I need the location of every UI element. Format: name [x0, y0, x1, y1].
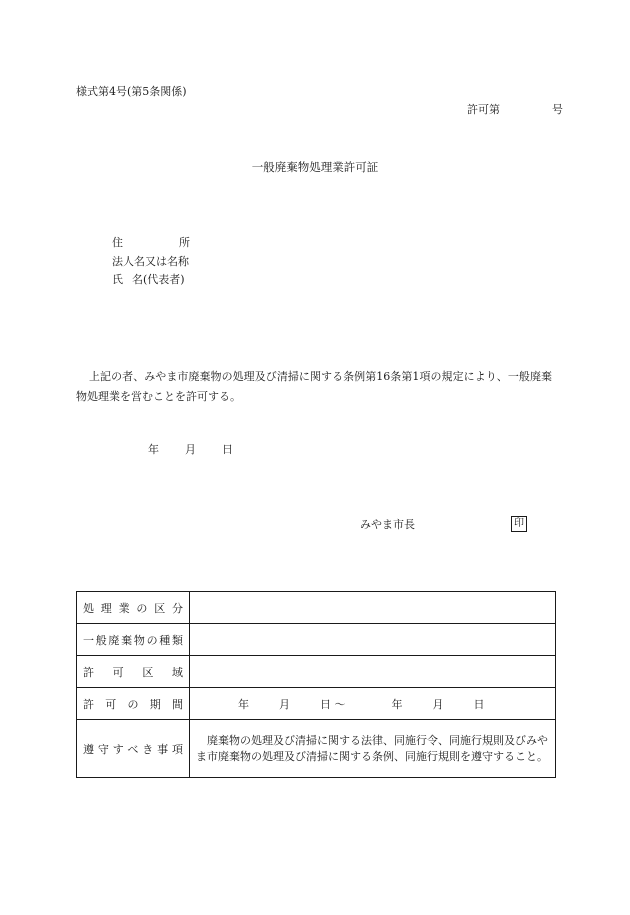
- table-row-business-category: [77, 592, 556, 624]
- permit-body-text: 上記の者、みやま市廃棄物の処理及び清掃に関する条例第16条第1項の規定により、一般廃棄物処理業を営むことを許可する。: [76, 370, 552, 403]
- form-number: 様式第4号(第5条関係): [76, 85, 187, 98]
- table-row-waste-type: [77, 624, 556, 656]
- name-label-second: 名(代表者): [132, 273, 185, 286]
- period-end-year: 年: [391, 697, 403, 711]
- permit-period-value: [190, 688, 556, 720]
- permit-area-label: 許可区域: [77, 656, 190, 688]
- permit-prefix: 許可第: [467, 103, 500, 116]
- table-row-compliance: [77, 720, 556, 778]
- period-tilde: ～: [334, 697, 346, 711]
- corporation-label: 法人名又は名称: [112, 255, 189, 268]
- document-title: 一般廃棄物処理業許可証: [251, 160, 379, 174]
- period-start-month: 月: [279, 697, 290, 711]
- table-row-permit-area: [77, 656, 556, 688]
- date-day: 日: [222, 443, 233, 456]
- permit-period-label: 許可の期間: [77, 688, 190, 720]
- period-end-month: 月: [432, 697, 444, 711]
- compliance-value: 廃棄物の処理及び清掃に関する法律、同施行令、同施行規則及びみやま市廃棄物の処理及び清掃に関する条例、同施行規則を遵守すること。: [190, 720, 556, 778]
- representative-name-label: [112, 273, 185, 287]
- name-label-first: 氏: [112, 273, 123, 286]
- permit-suffix: 号: [552, 103, 563, 116]
- compliance-label: 遵守すべき事項: [77, 720, 190, 778]
- business-category-value: [190, 592, 556, 624]
- date-month: 月: [185, 443, 196, 456]
- waste-type-value: [190, 624, 556, 656]
- permit-details-table: [76, 591, 556, 778]
- period-end-day: 日: [473, 697, 485, 711]
- issuer-name: みやま市長: [360, 518, 415, 531]
- business-category-label: 処理業の区分: [77, 592, 190, 624]
- date-year: 年: [148, 443, 159, 456]
- table-row-permit-period: [77, 688, 556, 720]
- waste-type-label: 一般廃棄物の種類: [77, 624, 190, 656]
- period-start-day: 日: [320, 697, 331, 711]
- address-label-second: 所: [179, 236, 190, 249]
- permit-number: [467, 103, 563, 117]
- address-label: [112, 236, 190, 250]
- issue-date: [148, 443, 233, 457]
- permit-area-value: [190, 656, 556, 688]
- period-start-year: 年: [238, 697, 249, 711]
- address-label-first: 住: [112, 236, 123, 249]
- seal-mark: 印: [511, 516, 527, 532]
